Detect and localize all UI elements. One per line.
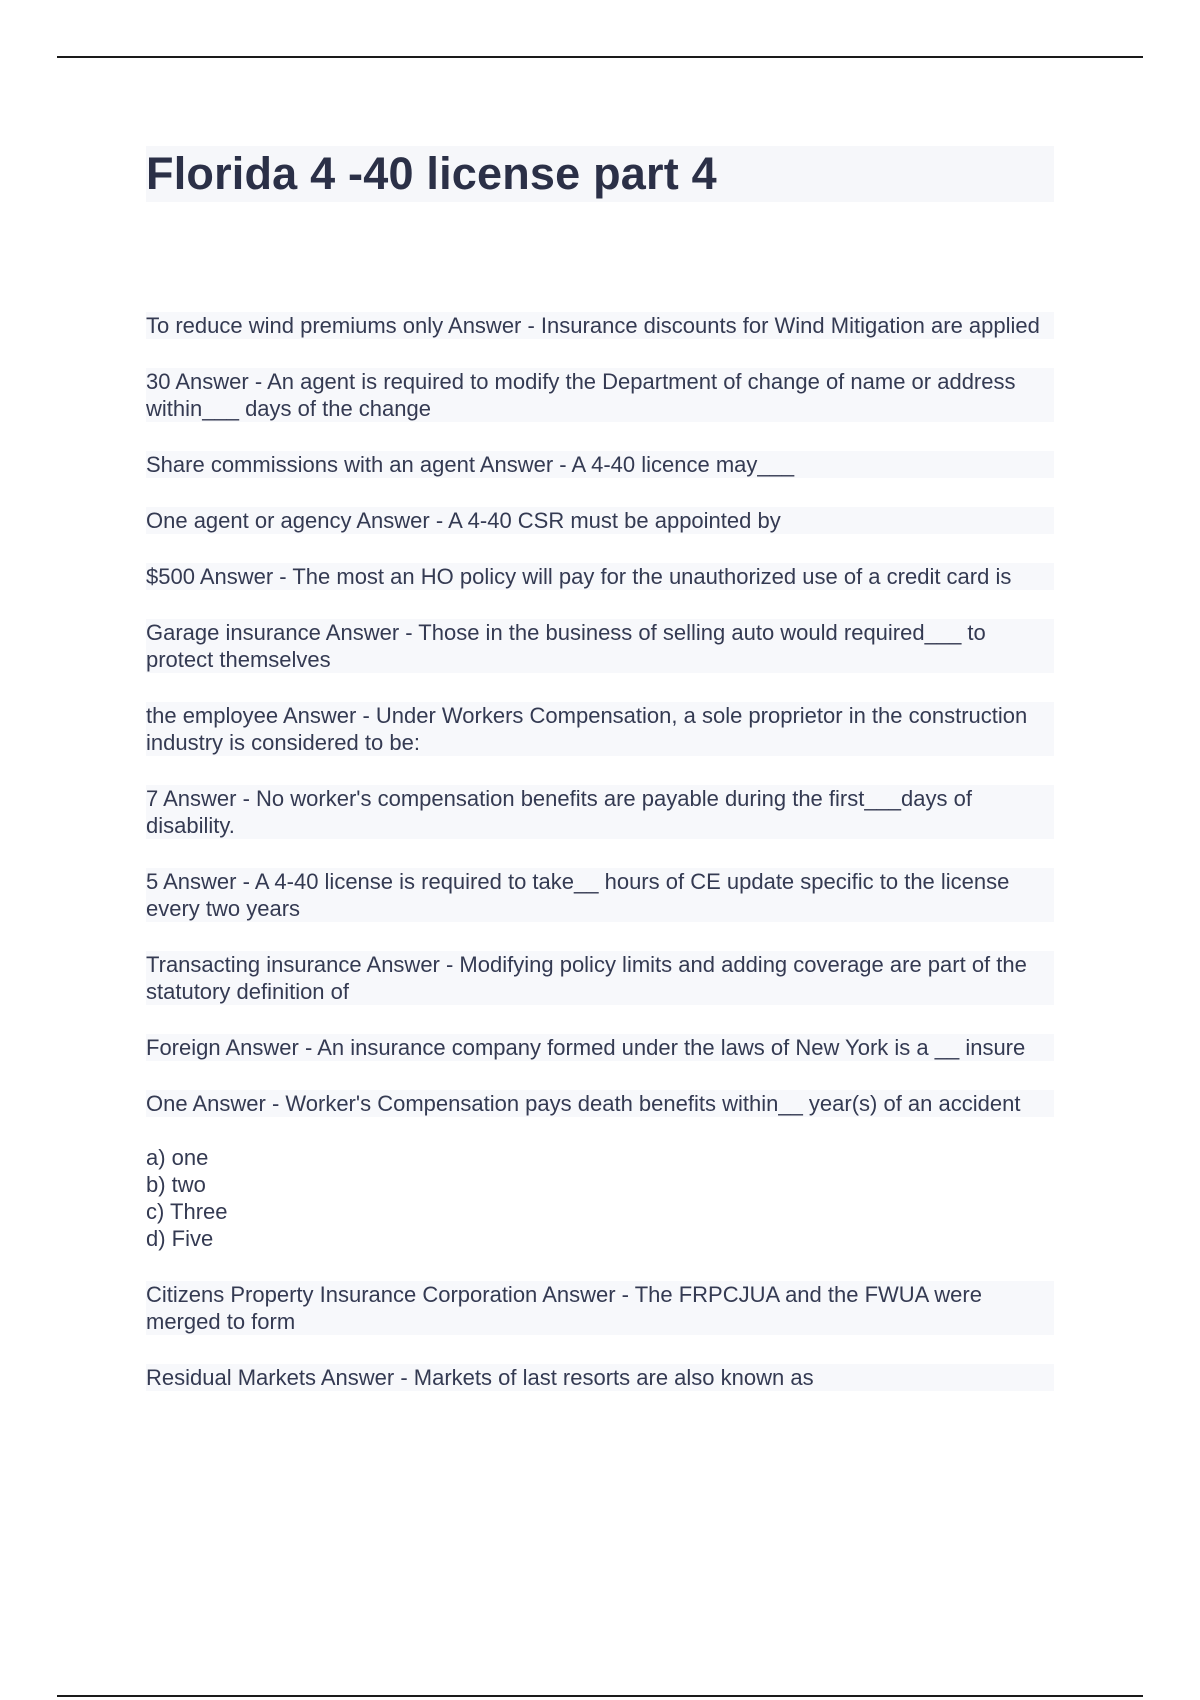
qa-item: One Answer - Worker's Compensation pays death benefits within__ year(s) of an accident [146,1090,1054,1117]
document-body [146,146,1054,1420]
qa-item: One agent or agency Answer - A 4-40 CSR must be appointed by [146,507,1054,534]
option-c: c) Three [146,1199,228,1224]
qa-item: 5 Answer - A 4-40 license is required to take__ hours of CE update specific to the license every two years [146,868,1054,922]
answer-options [146,1144,1054,1252]
qa-item: Transacting insurance Answer - Modifying policy limits and adding coverage are part of the statutory definition of [146,951,1054,1005]
qa-item: $500 Answer - The most an HO policy will pay for the unauthorized use of a credit card is [146,563,1054,590]
qa-item: To reduce wind premiums only Answer - Insurance discounts for Wind Mitigation are applied [146,312,1054,339]
qa-item: Foreign Answer - An insurance company formed under the laws of New York is a __ insure [146,1034,1054,1061]
bottom-divider [57,1695,1143,1697]
qa-item: Share commissions with an agent Answer - A 4-40 licence may___ [146,451,1054,478]
qa-item: Garage insurance Answer - Those in the business of selling auto would required___ to protect themselves [146,619,1054,673]
qa-item: the employee Answer - Under Workers Compensation, a sole proprietor in the construction industry is considered to be: [146,702,1054,756]
qa-list [146,312,1054,1391]
qa-item: 7 Answer - No worker's compensation benefits are payable during the first___days of disability. [146,785,1054,839]
document-title: Florida 4 -40 license part 4 [146,146,1054,202]
qa-item: Residual Markets Answer - Markets of last resorts are also known as [146,1364,1054,1391]
qa-item: 30 Answer - An agent is required to modify the Department of change of name or address within___ days of the change [146,368,1054,422]
option-d: d) Five [146,1226,214,1251]
option-a: a) one [146,1145,209,1170]
qa-item: Citizens Property Insurance Corporation Answer - The FRPCJUA and the FWUA were merged to form [146,1281,1054,1335]
option-b: b) two [146,1172,206,1197]
top-divider [57,56,1143,58]
